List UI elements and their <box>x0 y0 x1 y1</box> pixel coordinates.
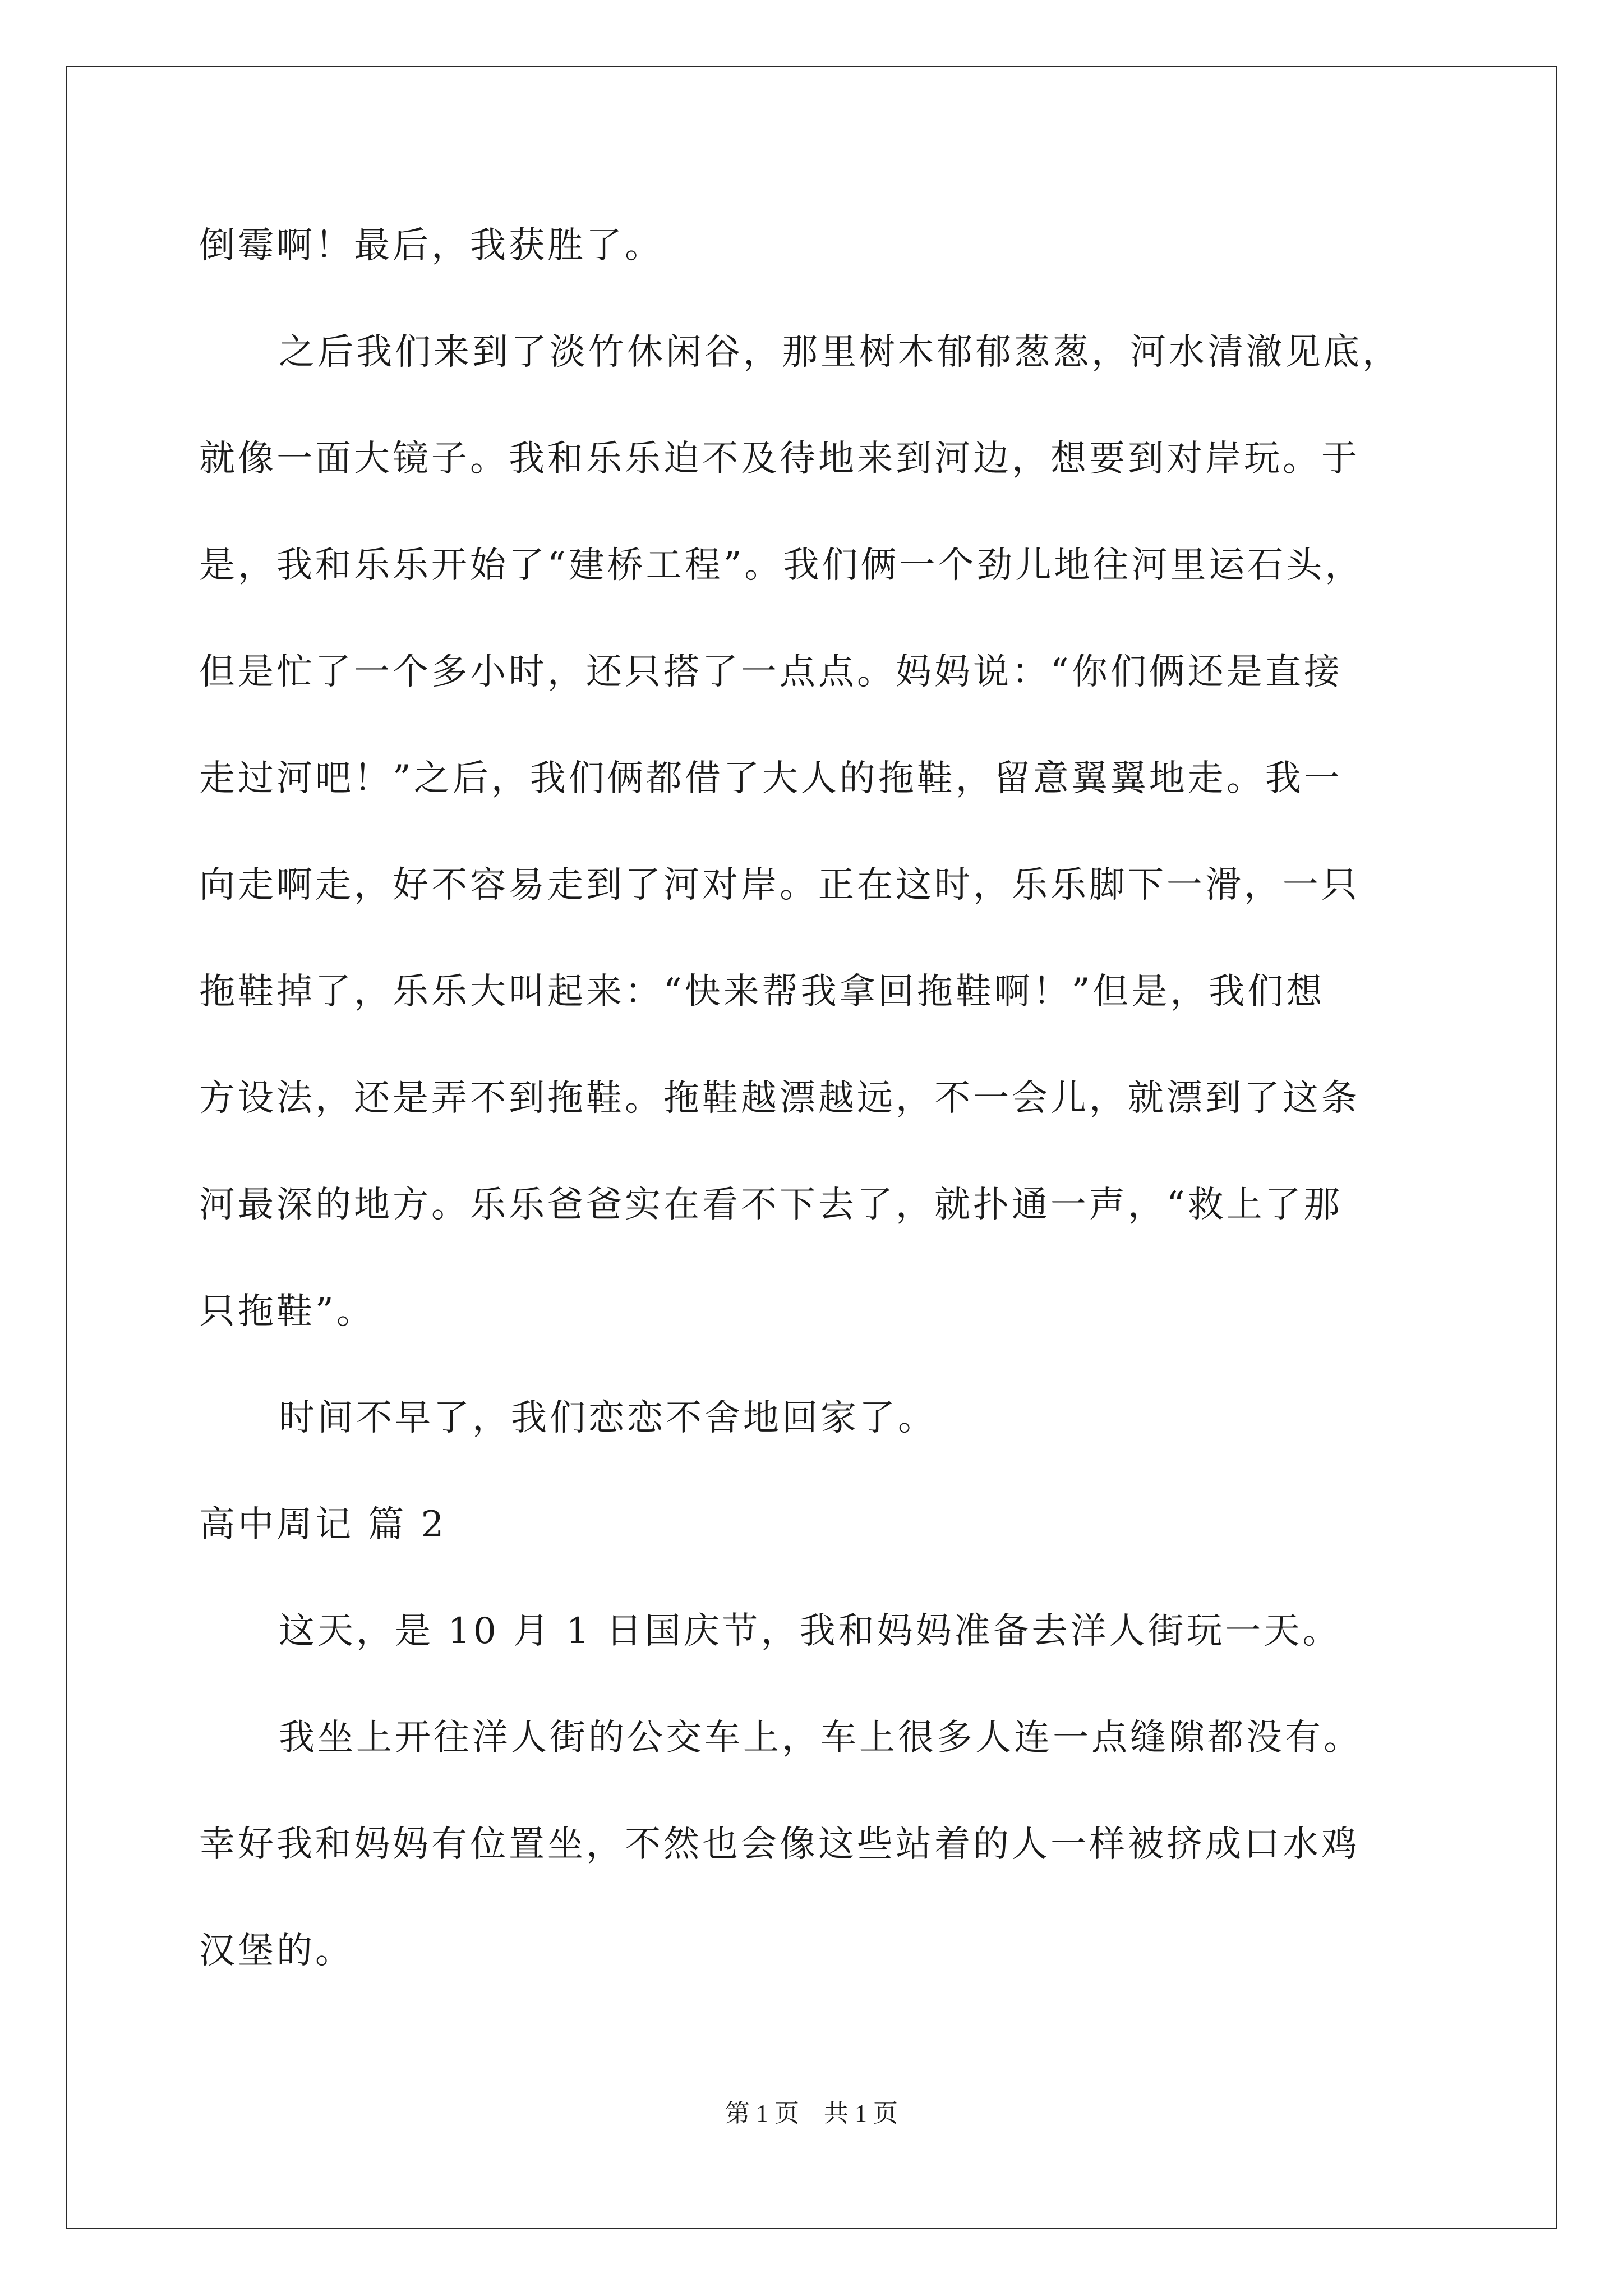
paragraph-line: 向走啊走，好不容易走到了河对岸。正在这时，乐乐脚下一滑，一只 <box>199 864 1360 906</box>
paragraph-line: 倒霉啊！最后，我获胜了。 <box>199 225 663 266</box>
page-number-footer: 第 1 页 共 1 页 <box>725 2100 898 2127</box>
paragraph-line: 汉堡的。 <box>199 1930 354 1972</box>
paragraph-line: 这天，是 10 月 1 日国庆节，我和妈妈准备去洋人街玩一天。 <box>279 1611 1341 1652</box>
page-border <box>66 66 1557 2229</box>
paragraph-line: 是，我和乐乐开始了“建桥工程”。我们俩一个劲儿地往河里运石头， <box>199 545 1364 586</box>
paragraph-line: 但是忙了一个多小时，还只搭了一点点。妈妈说：“你们俩还是直接 <box>199 651 1343 693</box>
paragraph-line: 幸好我和妈妈有位置坐，不然也会像这些站着的人一样被挤成口水鸡 <box>199 1824 1360 1865</box>
paragraph-line: 只拖鞋”。 <box>199 1291 375 1332</box>
paragraph-line: 河最深的地方。乐乐爸爸实在看不下去了，就扑通一声，“救上了那 <box>199 1184 1343 1226</box>
paragraph-line: 拖鞋掉了，乐乐大叫起来：“快来帮我拿回拖鞋啊！”但是，我们想 <box>199 971 1325 1013</box>
paragraph-line: 之后我们来到了淡竹休闲谷，那里树木郁郁葱葱，河水清澈见底， <box>279 332 1401 373</box>
paragraph-line: 就像一面大镜子。我和乐乐迫不及待地来到河边，想要到对岸玩。于 <box>199 438 1360 480</box>
paragraph-line: 我坐上开往洋人街的公交车上，车上很多人连一点缝隙都没有。 <box>279 1717 1362 1759</box>
paragraph-line: 方设法，还是弄不到拖鞋。拖鞋越漂越远，不一会儿，就漂到了这条 <box>199 1078 1360 1119</box>
paragraph-line: 时间不早了，我们恋恋不舍地回家了。 <box>279 1397 937 1439</box>
paragraph-line: 走过河吧！”之后，我们俩都借了大人的拖鞋，留意翼翼地走。我一 <box>199 758 1343 799</box>
section-heading: 高中周记 篇 2 <box>199 1504 447 1545</box>
